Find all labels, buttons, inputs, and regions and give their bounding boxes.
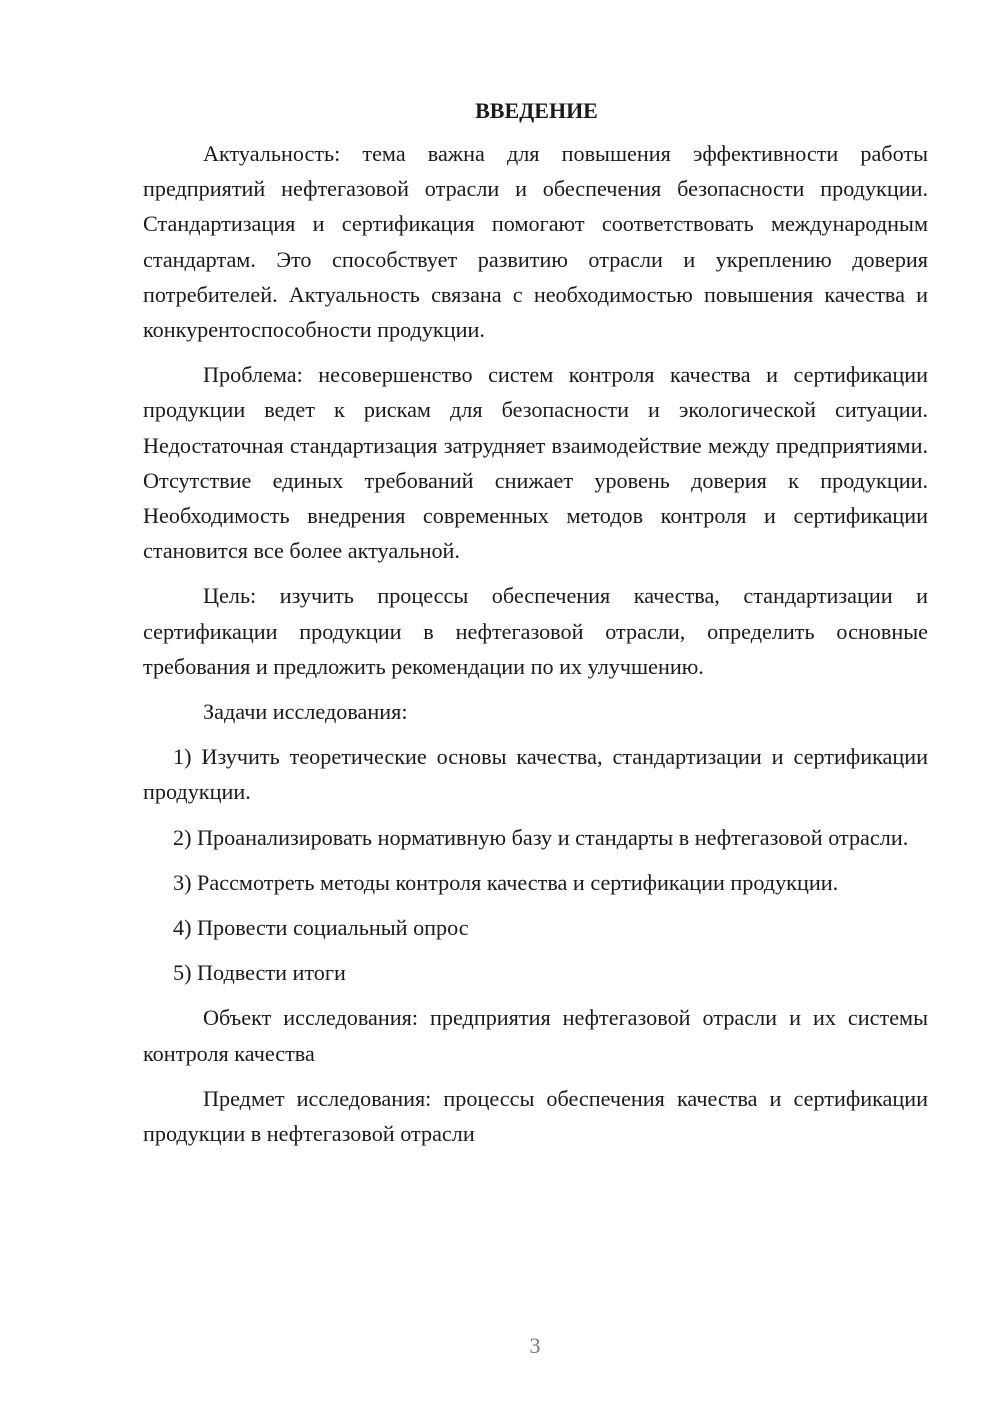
task-item: 2) Проанализировать нормативную базу и стандарты в нефтегазовой отрасли. — [173, 824, 909, 850]
goal-paragraph: Цель: изучить процессы обеспечения качества, стандартизации и сертификации продукции в нефтегазовой отрасли, определить основные требования и предложить рекомендации по их улучшению. — [143, 583, 928, 679]
task-item: 5) Подвести итоги — [173, 960, 346, 986]
page-number: 3 — [529, 1333, 541, 1358]
relevance-paragraph: Актуальность: тема важна для повышения эффективности работы предприятий нефтегазовой отрасли и обеспечения безопасности продукции. Стандартизация и сертификация помогают соответствовать международным стандартам. Это способствует развитию отрасли и укреплению доверия потребителей. Актуальность связана с необходимостью повышения качества и конкурентоспособности продукции. — [143, 141, 928, 343]
task-item: 1) Изучить теоретические основы качества, стандартизации и сертификации продукции. — [143, 744, 928, 805]
problem-paragraph: Проблема: несовершенство систем контроля качества и сертификации продукции ведет к рискам для безопасности и экологической ситуации. Недостаточная стандартизация затрудняет взаимодействие между предприятиями. Отсутствие единых требований снижает уровень доверия к продукции. Необходимость внедрения современных методов контроля и сертификации становится все более актуальной. — [143, 362, 928, 564]
document-page — [143, 96, 928, 1161]
tasks-list — [143, 739, 928, 990]
subject-paragraph: Предмет исследования: процессы обеспечения качества и сертификации продукции в нефтегазовой отрасли — [143, 1085, 928, 1147]
page-title: ВВЕДЕНИЕ — [475, 98, 598, 123]
task-item: 3) Рассмотреть методы контроля качества и сертификации продукции. — [173, 869, 839, 895]
task-item: 4) Провести социальный опрос — [173, 915, 469, 941]
tasks-heading: Задачи исследования: — [203, 699, 408, 725]
object-paragraph: Объект исследования: предприятия нефтегазовой отрасли и их системы контроля качества — [143, 1005, 928, 1066]
